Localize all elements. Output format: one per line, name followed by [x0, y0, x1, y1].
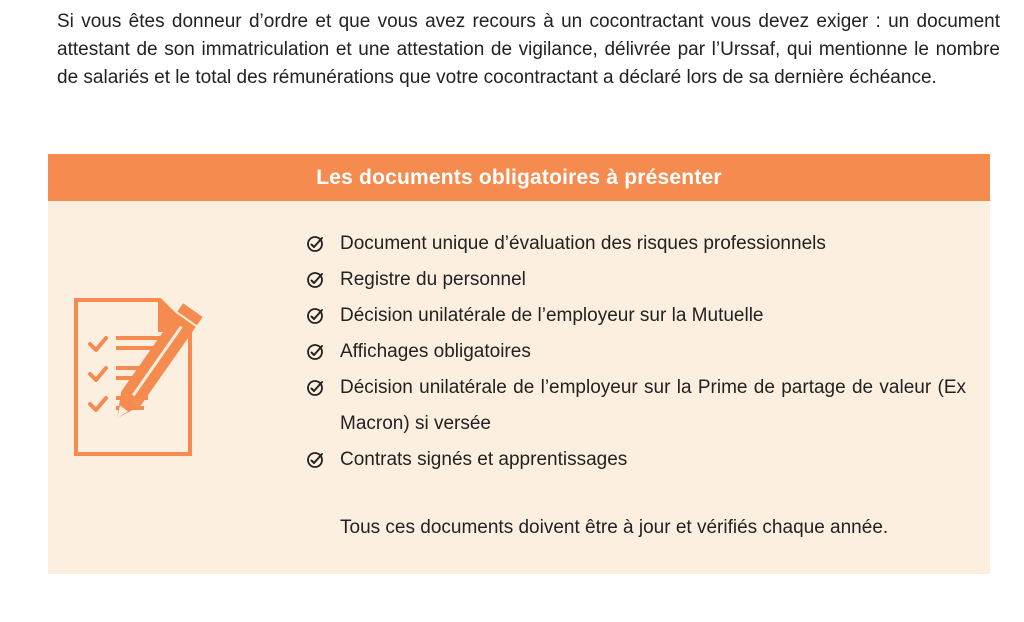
check-circle-icon: [306, 379, 324, 397]
list-item-text: Registre du personnel: [340, 269, 526, 290]
list-item-text: Affichages obligatoires: [340, 341, 531, 362]
panel-note: Tous ces documents doivent être à jour et vérifiés chaque année.: [340, 517, 889, 538]
check-circle-icon: [306, 271, 324, 289]
panel-header: [48, 154, 990, 201]
intro-paragraph: Si vous êtes donneur d’ordre et que vous avez recours à un cocontractant vous devez exiger : un document attestant de son immatriculation et une attestation de vigilance, délivrée par l’Urssaf, qui mentionne le nombre de salariés et le total des rémunérations que votre cocontractant a déclaré lors de sa dernière échéance.: [57, 11, 1000, 88]
check-circle-icon: [306, 307, 324, 325]
list-item: [306, 334, 966, 370]
list-item: [306, 298, 966, 334]
list-item-text: Contrats signés et apprentissages: [340, 449, 628, 470]
documents-list: [306, 226, 966, 478]
list-item: [306, 262, 966, 298]
check-circle-icon: [306, 343, 324, 361]
list-item: [306, 370, 966, 442]
mandatory-documents-panel: [48, 154, 990, 574]
check-circle-icon: [306, 451, 324, 469]
list-item-text: Décision unilatérale de l’employeur sur la Prime de partage de valeur (Ex Macron) si versée: [340, 377, 966, 434]
list-item-text: Document unique d’évaluation des risques professionnels: [340, 233, 826, 254]
list-item-text: Décision unilatérale de l’employeur sur la Mutuelle: [340, 305, 764, 326]
checklist-document-pencil-icon: [68, 292, 218, 462]
panel-title: Les documents obligatoires à présenter: [316, 165, 722, 189]
check-circle-icon: [306, 235, 324, 253]
list-item: [306, 226, 966, 262]
list-item: [306, 442, 966, 478]
